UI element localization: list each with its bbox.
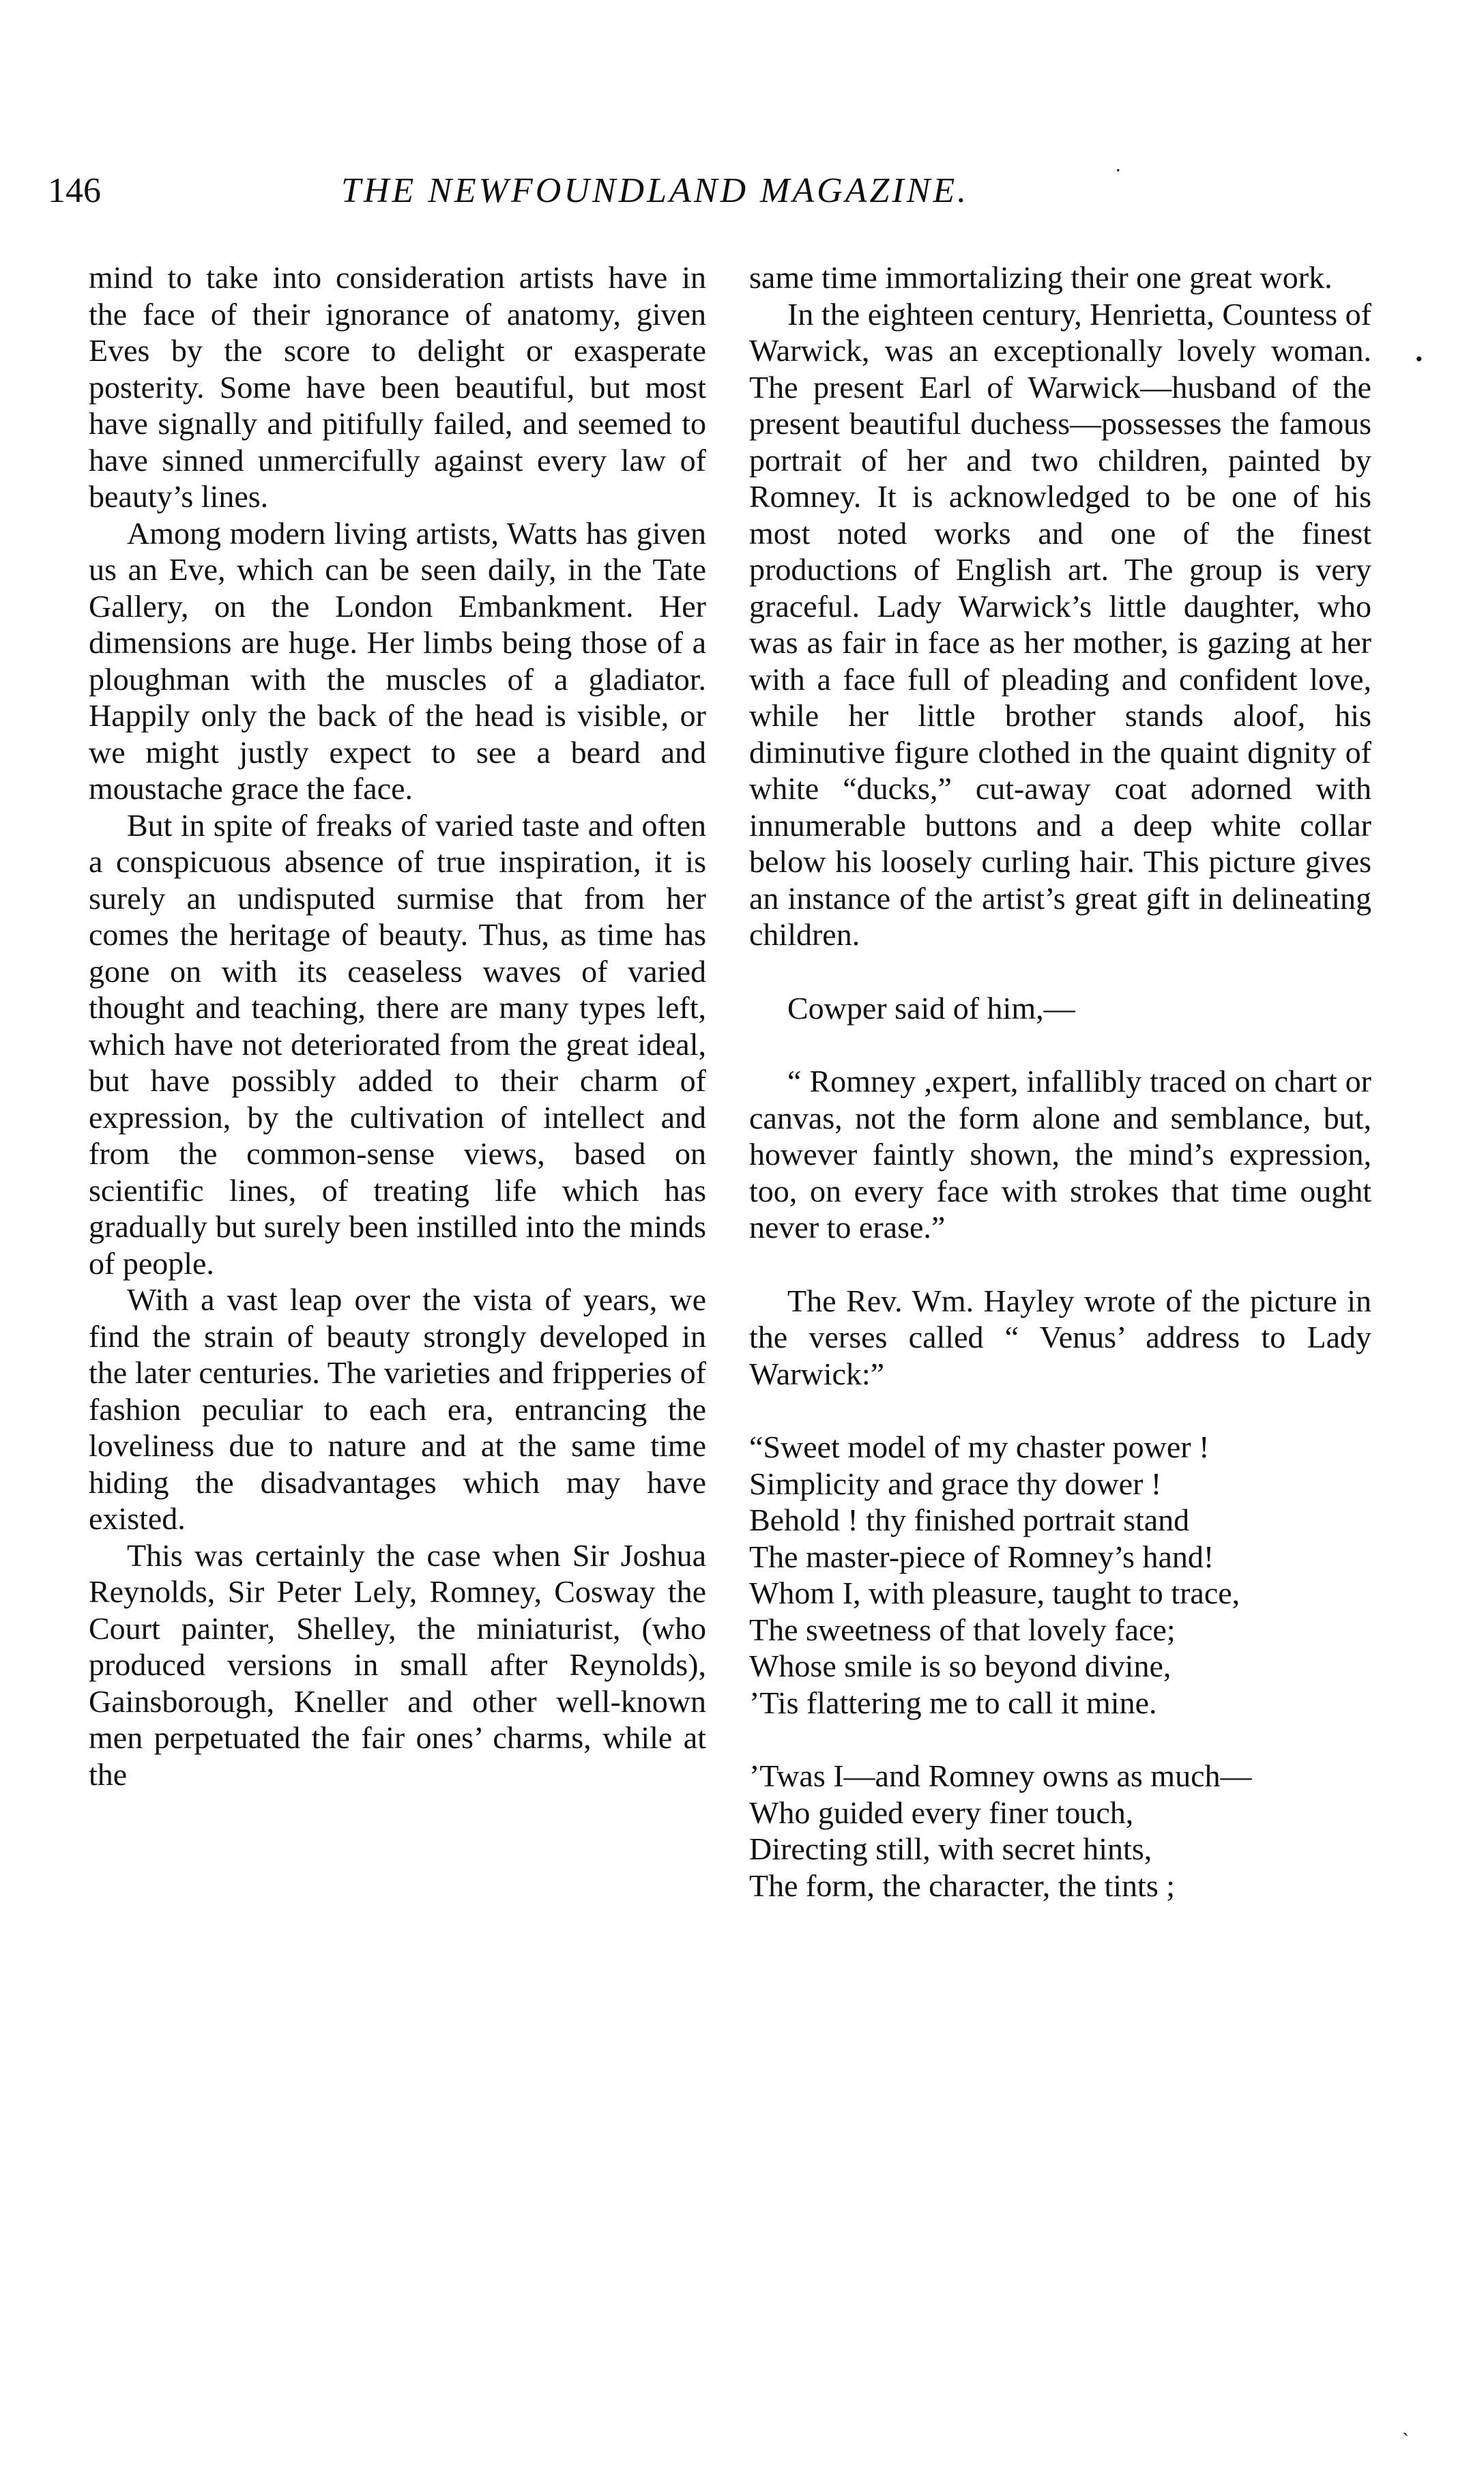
verse-line: Whom I, with pleasure, taught to trace, [749, 1576, 1240, 1610]
verse-line: The form, the character, the tints ; [749, 1868, 1176, 1903]
verse-line: The master-piece of Romney’s hand! [749, 1539, 1214, 1574]
paragraph: But in spite of freaks of varied taste and often a conspicuous absence of true inspiration, it is surely an undisputed surmise that from her comes the heritage of beauty. Thus, as time has gone on with its ceaseless waves of varied thought and teaching, there are many types left, which have not deteriorated from the great ideal, but have possibly added to their charm of expression, by the cultivation of intellect and from the common-sense views, based on scientific lines, of treating life which has gradually but surely been instilled into the minds of people. [89, 807, 706, 1281]
print-speck: • [1415, 348, 1423, 371]
verse-stanza [749, 1429, 1371, 1721]
verse-line: Who guided every finer touch, [749, 1795, 1134, 1830]
spacer [749, 1026, 1371, 1063]
spacer [749, 953, 1371, 990]
paragraph: With a vast leap over the vista of years, we find the strain of beauty strongly developed in the later centuries. The varieties and fripperies of fashion peculiar to each era, entrancing the loveliness due to nature and at the same time hiding the disadvantages which may have existed. [89, 1282, 706, 1536]
paragraph: The Rev. Wm. Hayley wrote of the picture in the verses called “ Venus’ address to Lady Warwick:” [749, 1283, 1371, 1391]
verse-line: Directing still, with secret hints, [749, 1831, 1152, 1866]
verse-line: The sweetness of that lovely face; [749, 1612, 1176, 1647]
paragraph: mind to take into consideration artists have in the face of their ignorance of anatomy, given Eves by the score to delight or exasperate posterity. Some have been beautiful, but most have signally and pitifully failed, and seemed to have sinned unmercifully against every law of beauty’s lines. [89, 260, 706, 514]
page-number: 146 [48, 171, 101, 210]
spacer [749, 1246, 1371, 1283]
verse-line: Behold ! thy finished portrait stand [749, 1502, 1190, 1537]
verse-line: ’Tis flattering me to call it mine. [749, 1685, 1157, 1720]
paragraph: In the eighteen century, Henrietta, Countess of Warwick, was an exceptionally lovely woman. The present Earl of Warwick—husband of the present beautiful duchess—possesses the famous portrait of her and two children, painted by Romney. It is acknowledged to be one of his most noted works and one of the finest productions of English art. The group is very graceful. Lady Warwick’s little daughter, who was as fair in face as her mother, is gazing at her with a face full of pleading and confident love, while her little brother stands aloof, his diminutive figure clothed in the quaint dignity of white “ducks,” cut-away coat adorned with innumerable buttons and a deep white collar below his loosely curling hair. This picture gives an instance of the artist’s great gift in delineating children. [749, 296, 1371, 952]
verse-line: ’Twas I—and Romney owns as much— [749, 1758, 1252, 1793]
paragraph: Among modern living artists, Watts has given us an Eve, which can be seen daily, in the Tate Gallery, on the London Embankment. Her dimensions are huge. Her limbs being those of a ploughman with the muscles of a gladiator. Happily only the back of the head is visible, or we might justly expect to see a beard and moustache grace the face. [89, 515, 706, 806]
right-column [749, 259, 1371, 1904]
verse-line: Simplicity and grace thy dower ! [749, 1466, 1162, 1501]
print-speck: . [1116, 154, 1121, 176]
verse-stanza [749, 1758, 1371, 1904]
verse-line: Whose smile is so beyond divine, [749, 1649, 1172, 1683]
paragraph: Cowper said of him,— [787, 990, 1075, 1026]
running-title: THE NEWFOUNDLAND MAGAZINE. [341, 171, 970, 210]
page-header [48, 171, 1385, 225]
spacer [749, 1721, 1371, 1758]
block-quote: “ Romney ,expert, infallibly traced on chart or canvas, not the form alone and semblance, but, however faintly shown, the mind’s expression, too, on every face with strokes that time ought never to erase.” [749, 1064, 1371, 1245]
verse-line: “Sweet model of my chaster power ! [749, 1429, 1210, 1464]
spacer [749, 1392, 1371, 1429]
paragraph: This was certainly the case when Sir Joshua Reynolds, Sir Peter Lely, Romney, Cosway the Court painter, Shelley, the miniaturist, (who produced versions in small after Reynolds), Gainsborough, Kneller and other well-known men perpetuated the fair ones’ charms, while at the [89, 1537, 706, 1792]
paragraph: same time immortalizing their one great work. [749, 260, 1333, 295]
print-speck: ` [1402, 2429, 1409, 2452]
left-column [89, 259, 706, 1792]
